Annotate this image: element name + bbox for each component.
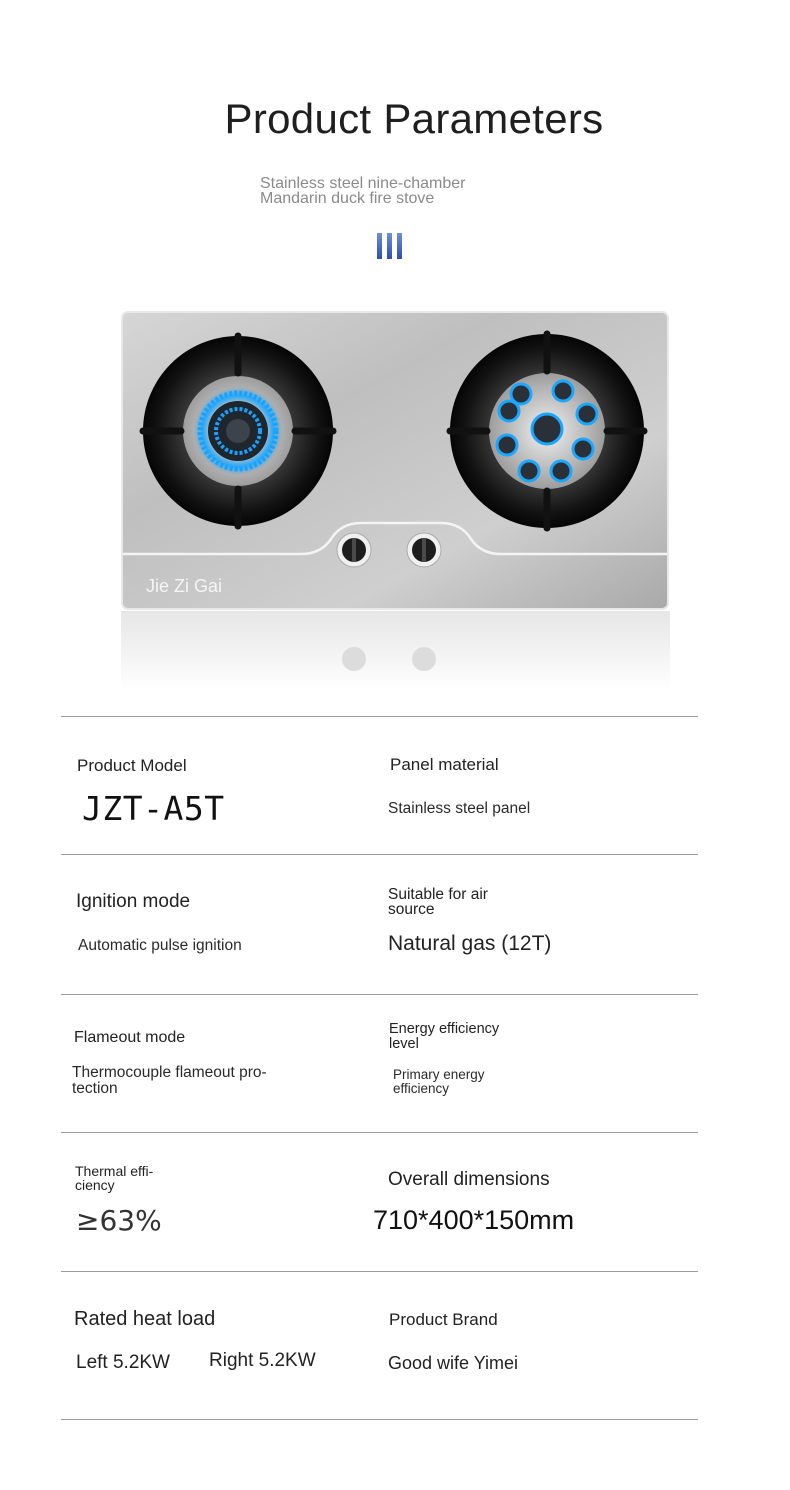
energy-label: Energy efficiency level: [389, 1021, 500, 1052]
brand-value: Good wife Yimei: [388, 1353, 519, 1373]
product-image: [121, 311, 670, 691]
air-source-label: Suitable for air source: [388, 886, 488, 918]
ignition-value: Automatic pulse ignition: [78, 937, 242, 954]
divider: [61, 1132, 698, 1133]
page-subtitle: [260, 176, 465, 206]
decorative-bars-icon: [377, 233, 402, 259]
divider: [61, 854, 698, 855]
heat-load-left: Left 5.2KW: [76, 1352, 170, 1373]
dims-value: 710*400*150mm: [373, 1205, 575, 1235]
air-source-value: Natural gas (12T): [388, 932, 552, 955]
model-value: JZT-A5T: [82, 789, 225, 828]
panel-label: Panel material: [390, 755, 499, 774]
brand-label: Product Brand: [389, 1310, 498, 1329]
divider: [61, 1271, 698, 1272]
gas-stove-illustration: [121, 311, 670, 691]
energy-value: Primary energy efficiency: [393, 1067, 485, 1096]
model-label: Product Model: [77, 756, 187, 775]
flameout-value: Thermocouple flameout pro- tection: [72, 1064, 267, 1097]
thermal-value: ≥63%: [76, 1204, 162, 1237]
divider: [61, 716, 698, 717]
brand-mark: Jie Zi Gai: [146, 576, 223, 596]
flameout-label: Flameout mode: [74, 1029, 186, 1046]
ignition-label: Ignition mode: [76, 891, 191, 912]
panel-value: Stainless steel panel: [388, 800, 531, 817]
heat-load-right: Right 5.2KW: [209, 1350, 316, 1371]
thermal-label: Thermal effi- ciency: [75, 1163, 154, 1193]
subtitle-line-2: Mandarin duck fire stove: [260, 190, 435, 207]
divider: [61, 994, 698, 995]
left-burner: [143, 336, 333, 526]
divider: [61, 1419, 698, 1420]
dims-label: Overall dimensions: [388, 1169, 550, 1190]
page-title: Product Parameters: [224, 95, 604, 142]
heat-load-label: Rated heat load: [74, 1308, 216, 1330]
right-burner: [450, 334, 644, 528]
subtitle-line-1: Stainless steel nine-chamber: [260, 175, 466, 192]
